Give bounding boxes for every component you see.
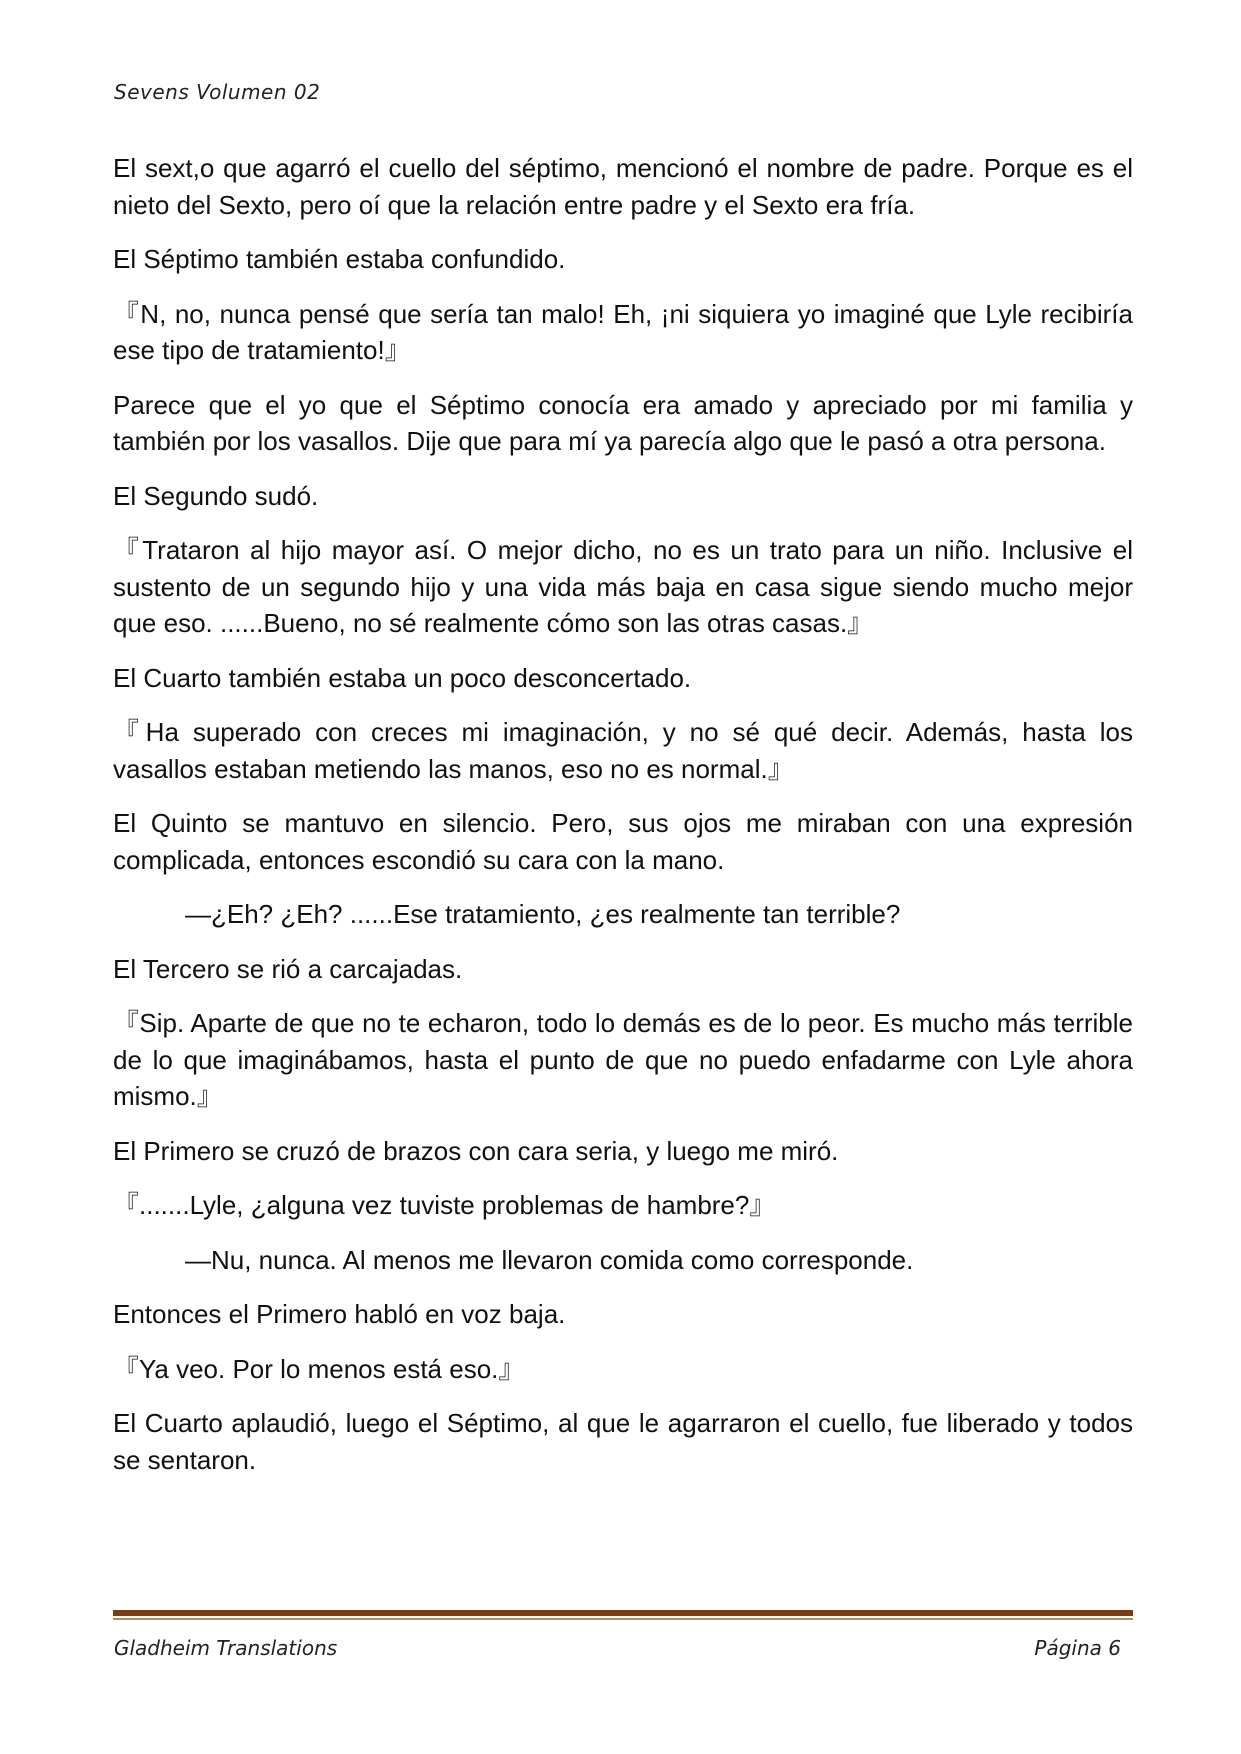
dialogue-line: —¿Eh? ¿Eh? ......Ese tratamiento, ¿es realmente tan terrible? (185, 899, 901, 929)
paragraph: 『Sip. Aparte de que no te echaron, todo lo demás es de lo peor. Es mucho más terrible de lo que imaginábamos, hasta el punto de que no puedo enfadarme con Lyle ahora mismo.』 (113, 1008, 1133, 1111)
paragraph: El Séptimo también estaba confundido. (113, 244, 566, 274)
paragraph: 『N, no, nunca pensé que sería tan malo! Eh, ¡ni siquiera yo imaginé que Lyle recibiría ese tipo de tratamiento!』 (113, 298, 1133, 365)
paragraph: Parece que el yo que el Séptimo conocía era amado y apreciado por mi familia y también por los vasallos. Dije que para mí ya parecía algo que le pasó a otra persona. (113, 389, 1133, 456)
paragraph: El Tercero se rió a carcajadas. (113, 953, 463, 984)
footer-divider (113, 1610, 1133, 1620)
document-body (113, 150, 1133, 1496)
footer-divider-thick (113, 1610, 1133, 1616)
paragraph: El Cuarto también estaba un poco desconcertado. (113, 662, 692, 693)
paragraph: 『Trataron al hijo mayor así. O mejor dicho, no es un trato para un niño. Inclusive el sustento de un segundo hijo y una vida más baja en casa sigue siendo mucho mejor que eso. ......Bueno, no sé realmente cómo son las otras casas.』 (113, 535, 1133, 638)
paragraph: El sext,o que agarró el cuello del séptimo, mencionó el nombre de padre. Porque es el nieto del Sexto, pero oí que la relación entre padre y el Sexto era fría. (113, 153, 1133, 220)
page-header: Sevens Volumen 02 (114, 80, 321, 104)
paragraph: El Quinto se mantuvo en silencio. Pero, sus ojos me miraban con una expresión complicada, entonces escondió su cara con la mano. (113, 808, 1133, 875)
page-number: Página 6 (1034, 1636, 1121, 1660)
paragraph: 『Ha superado con creces mi imaginación, y no sé qué decir. Además, hasta los vasallos estaban metiendo las manos, eso no es normal.』 (113, 717, 1133, 784)
paragraph: 『Ya veo. Por lo menos está eso.』 (113, 1353, 525, 1384)
paragraph: El Segundo sudó. (113, 480, 319, 511)
footer-divider-thin (113, 1618, 1133, 1620)
paragraph: El Primero se cruzó de brazos con cara seria, y luego me miró. (113, 1135, 839, 1166)
paragraph: El Cuarto aplaudió, luego el Séptimo, al que le agarraron el cuello, fue liberado y todos se sentaron. (113, 1408, 1133, 1475)
dialogue-line: —Nu, nunca. Al menos me llevaron comida como corresponde. (185, 1244, 914, 1275)
paragraph: Entonces el Primero habló en voz baja. (113, 1299, 566, 1329)
footer-publisher: Gladheim Translations (114, 1636, 338, 1660)
paragraph: 『.......Lyle, ¿alguna vez tuviste problemas de hambre?』 (113, 1190, 776, 1220)
